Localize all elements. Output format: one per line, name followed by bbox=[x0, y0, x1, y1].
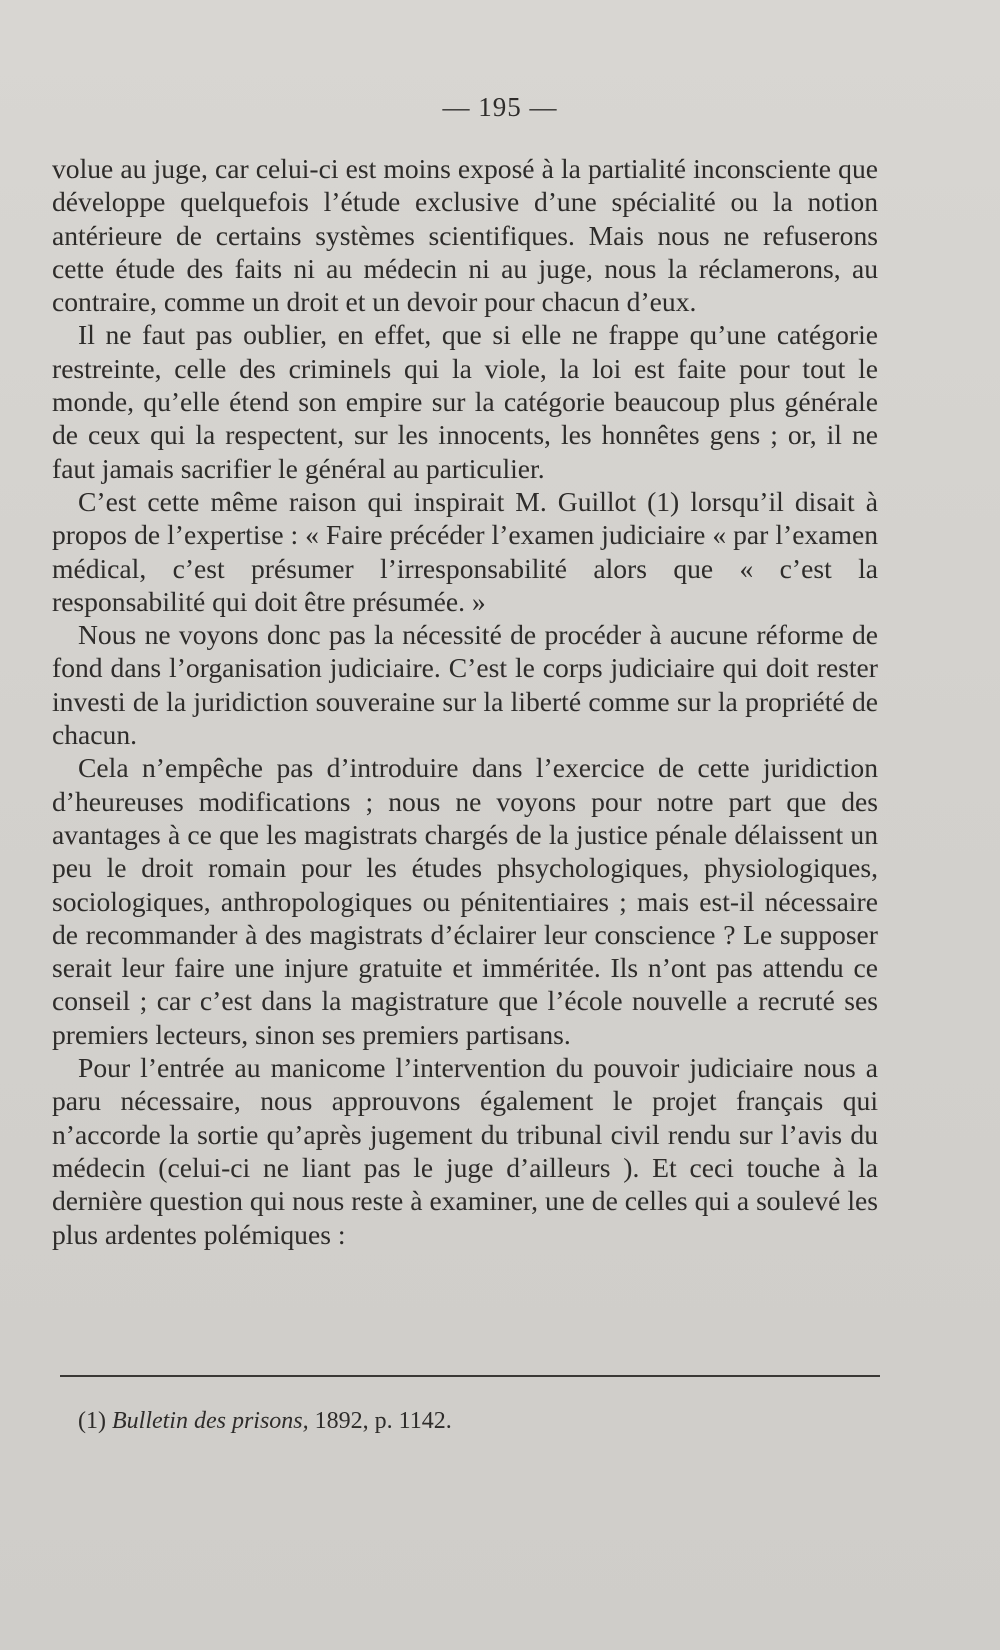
footnote bbox=[78, 1406, 878, 1436]
paragraph: volue au juge, car celui-ci est moins exposé à la partialité inconsciente que développe quelquefois l’étude exclusive d’une spécialité ou la notion antérieure de certains systèmes scientifiques. Mais nous ne refuserons cette étude des faits ni au médecin ni au juge, nous la réclamerons, au contraire, comme un droit et un devoir pour chacun d’eux. bbox=[52, 153, 878, 318]
footnote-source-title: Bulletin des prisons, bbox=[111, 1408, 309, 1434]
body-text bbox=[52, 152, 878, 1251]
paragraph: Il ne faut pas oublier, en effet, que si elle ne frappe qu’une catégorie restreinte, celle des criminels qui la viole, la loi est faite pour tout le monde, qu’elle étend son empire sur la catégorie beaucoup plus générale de ceux qui la respectent, sur les innocents, les honnêtes gens ; or, il ne faut jamais sacrifier le général au particulier. bbox=[52, 319, 878, 484]
footnote-divider bbox=[60, 1375, 880, 1377]
footnote-marker: (1) bbox=[78, 1408, 106, 1434]
paragraph: Pour l’entrée au manicome l’intervention du pouvoir judiciaire nous a paru nécessaire, nous approuvons également le projet français qui n’accorde la sortie qu’après jugement du tribunal civil rendu sur l’avis du médecin (celui-ci ne liant pas le juge d’ailleurs ). Et ceci touche à la dernière question qui nous reste à examiner, une de celles qui a soulevé les plus ardentes polémiques : bbox=[52, 1052, 878, 1250]
paragraph: Cela n’empêche pas d’introduire dans l’exercice de cette juridiction d’heureuses modifications ; nous ne voyons pour notre part que des avantages à ce que les magistrats chargés de la justice pénale délaissent un peu le droit romain pour les études phsychologiques, physiologiques, sociologiques, anthropologiques ou pénitentiaires ; mais est-il nécessaire de recommander à des magistrats d’éclairer leur conscience ? Le supposer serait leur faire une injure gratuite et imméritée. Ils n’ont pas attendu ce conseil ; car c’est dans la magistrature que l’école nouvelle a recruté ses premiers lecteurs, sinon ses premiers partisans. bbox=[52, 752, 878, 1050]
footnote-source-details: 1892, p. 1142. bbox=[308, 1408, 452, 1434]
page-number: — 195 — bbox=[442, 92, 558, 122]
paragraph: C’est cette même raison qui inspirait M. Guillot (1) lorsqu’il disait à propos de l’expertise : « Faire précéder l’examen judiciaire « par l’examen médical, c’est présumer l’irresponsabilité alors que « c’est la responsabilité qui doit être présumée. » bbox=[52, 485, 878, 617]
paragraph: Nous ne voyons donc pas la nécessité de procéder à aucune réforme de fond dans l’organisation judiciaire. C’est le corps judiciaire qui doit rester investi de la juridiction souveraine sur la liberté comme sur la propriété de chacun. bbox=[52, 619, 878, 751]
